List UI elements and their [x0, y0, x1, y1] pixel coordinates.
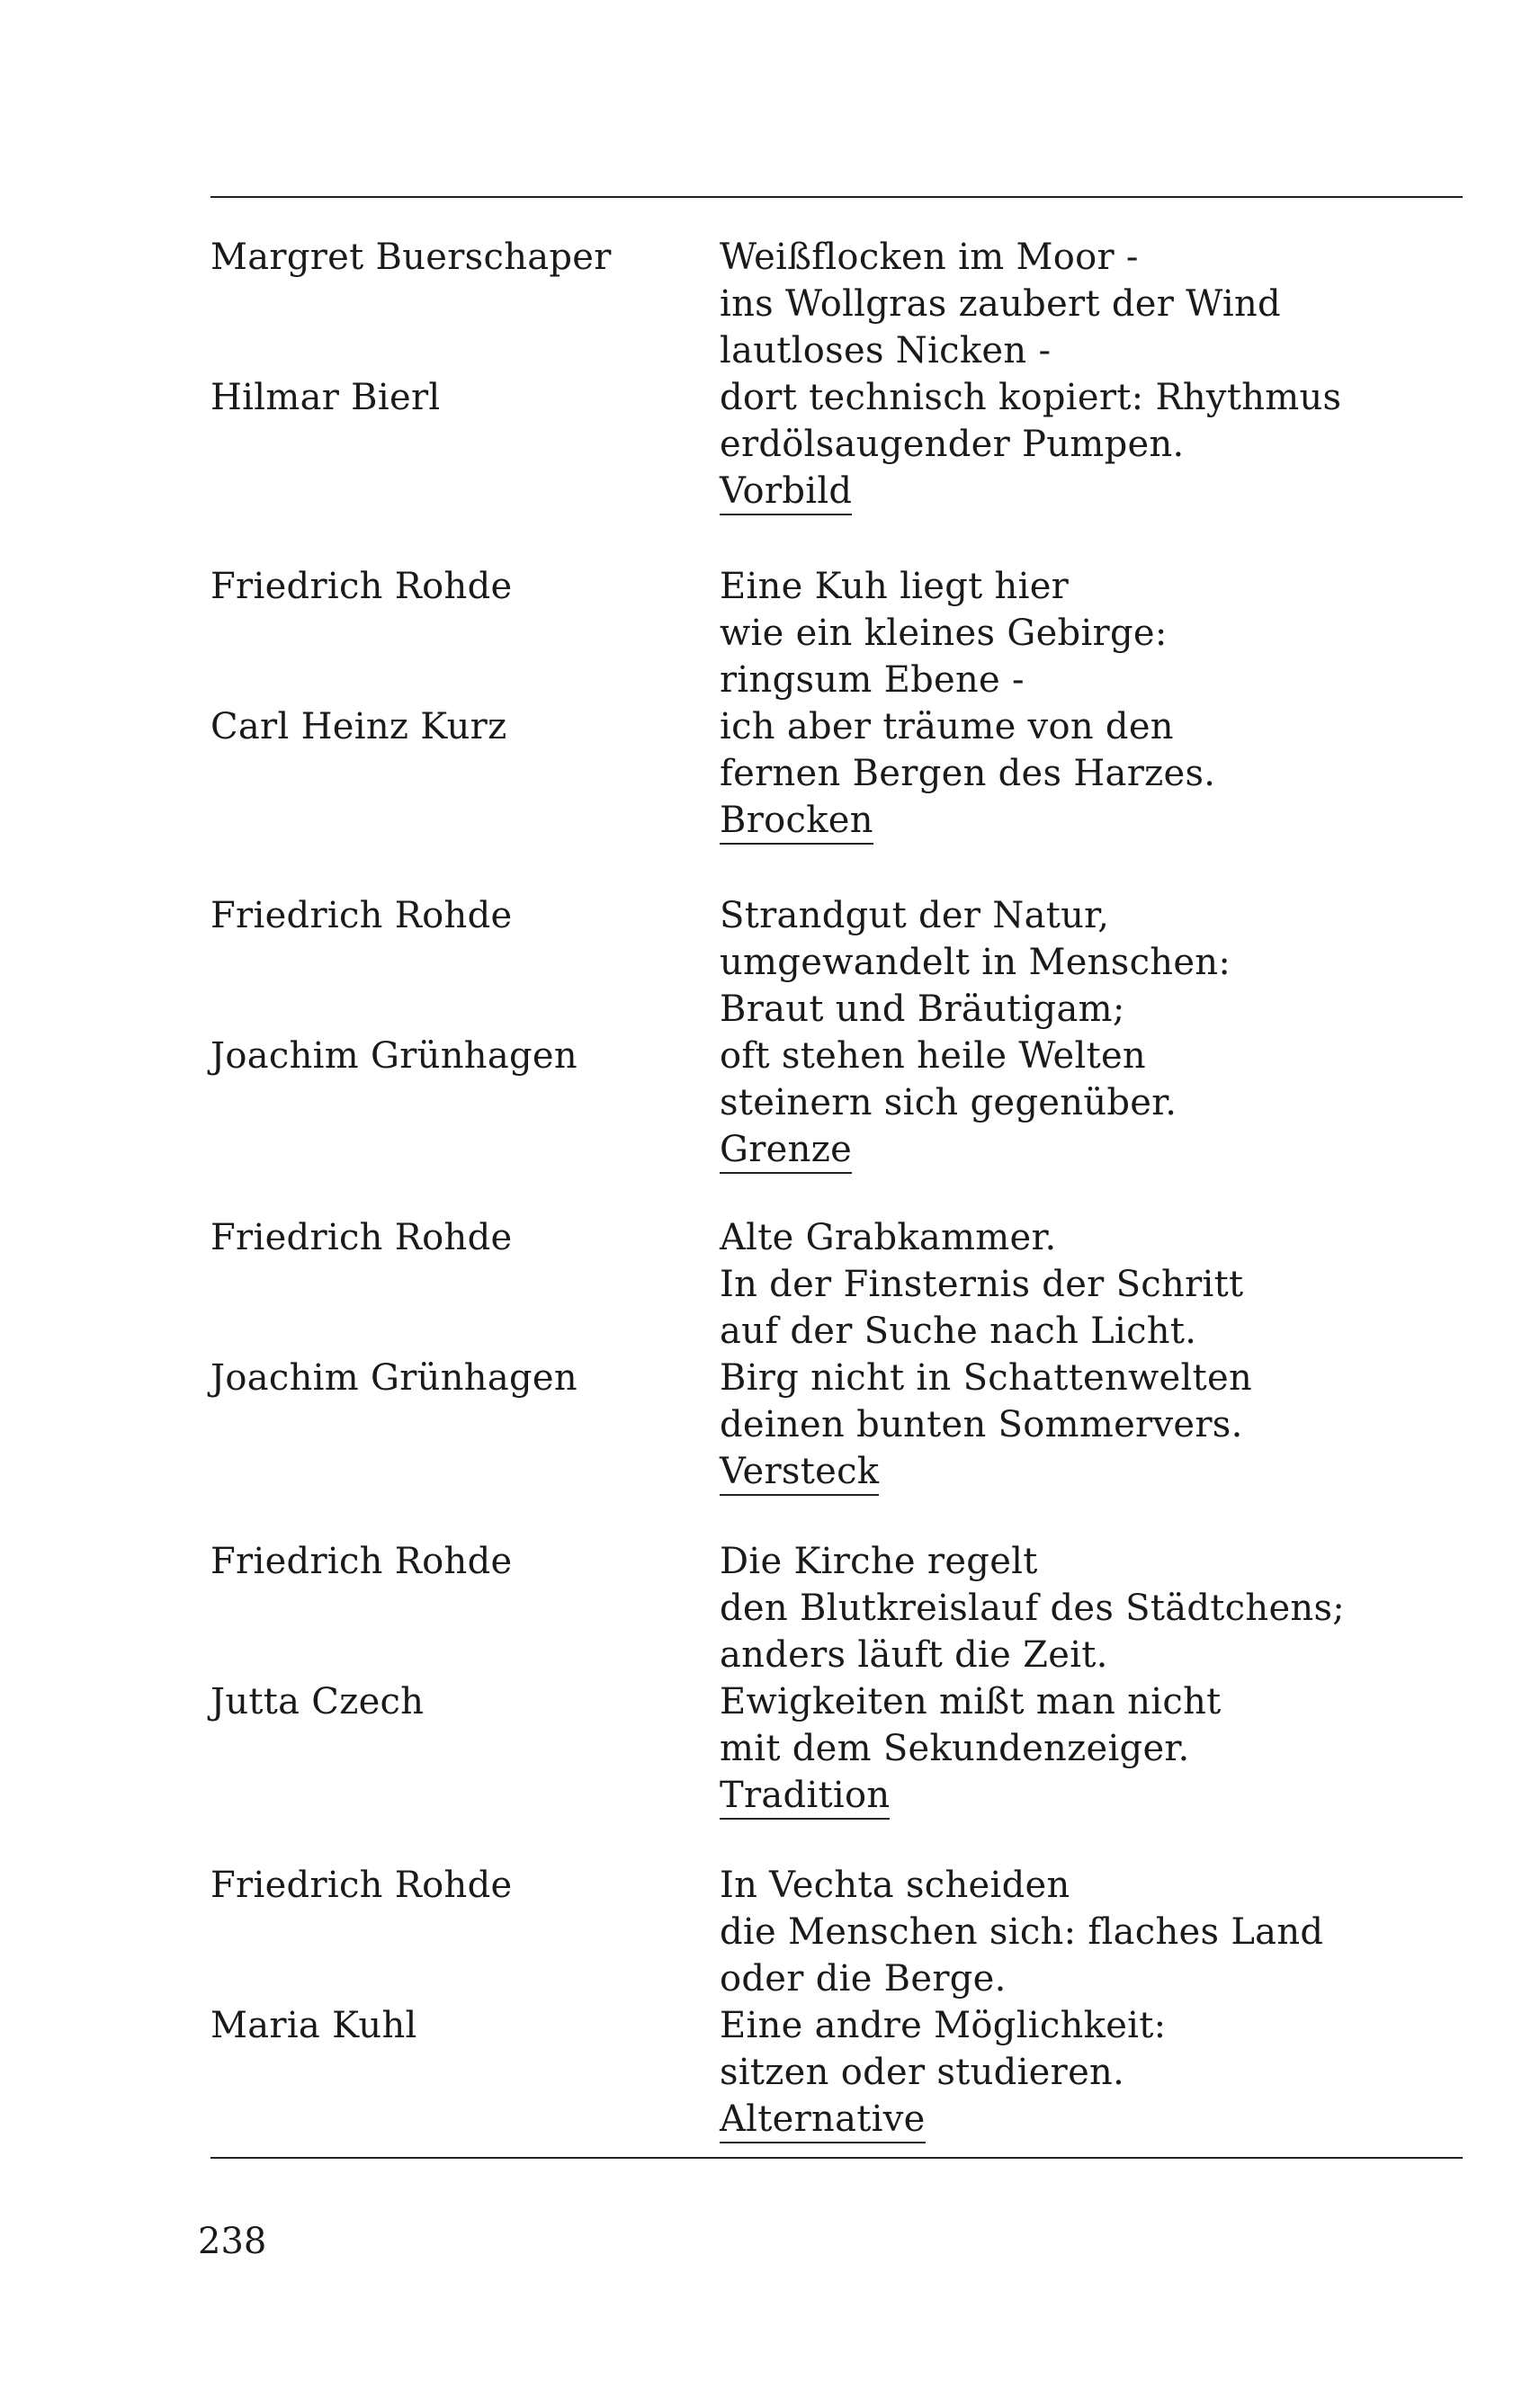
verse-line: deinen bunten Sommervers.: [720, 1404, 1243, 1445]
verse-line: oder die Berge.: [720, 1958, 1007, 2000]
poem-verse: [720, 1214, 1252, 1496]
author-second: Maria Kuhl: [210, 2005, 417, 2046]
author-first: Margret Buerschaper: [210, 237, 612, 278]
author-second: Hilmar Bierl: [210, 377, 441, 418]
verse-line: den Blutkreislauf des Städtchens;: [720, 1588, 1346, 1629]
author-first: Friedrich Rohde: [210, 1217, 513, 1258]
verse-line: Alte Grabkammer.: [720, 1217, 1057, 1258]
author-first: Friedrich Rohde: [210, 1541, 513, 1582]
verse-line: Strandgut der Natur,: [720, 895, 1110, 936]
author-second: Joachim Grünhagen: [210, 1035, 578, 1077]
poem-verse: [720, 234, 1341, 515]
verse-line: anders läuft die Zeit.: [720, 1634, 1108, 1676]
verse-line: lautloses Nicken -: [720, 330, 1052, 371]
verse-line: Weißflocken im Moor -: [720, 237, 1139, 278]
page-number: 238: [198, 2221, 267, 2262]
verse-line: ins Wollgras zaubert der Wind: [720, 283, 1281, 325]
verse-line: Birg nicht in Schattenwelten: [720, 1357, 1253, 1399]
verse-line: fernen Bergen des Harzes.: [720, 753, 1216, 794]
author-first: Friedrich Rohde: [210, 566, 513, 607]
verse-line: In Vechta scheiden: [720, 1865, 1070, 1906]
verse-line: steinern sich gegenüber.: [720, 1082, 1177, 1123]
author-first: Friedrich Rohde: [210, 1865, 513, 1906]
author-second: Jutta Czech: [210, 1681, 425, 1722]
poem-title: Tradition: [720, 1773, 890, 1820]
verse-line: oft stehen heile Welten: [720, 1035, 1146, 1077]
author-second: Carl Heinz Kurz: [210, 706, 507, 747]
verse-line: Eine andre Möglichkeit:: [720, 2005, 1167, 2046]
verse-line: In der Finsternis der Schritt: [720, 1264, 1244, 1305]
poem-verse: [720, 563, 1215, 845]
verse-line: dort technisch kopiert: Rhythmus: [720, 377, 1342, 418]
verse-line: Eine Kuh liegt hier: [720, 566, 1070, 607]
poem-verse: [720, 1862, 1323, 2143]
verse-line: wie ein kleines Gebirge:: [720, 613, 1168, 654]
bottom-rule: [210, 2157, 1463, 2159]
verse-line: auf der Suche nach Licht.: [720, 1311, 1197, 1352]
verse-line: sitzen oder studieren.: [720, 2052, 1125, 2093]
poem-title: Vorbild: [720, 469, 852, 515]
verse-line: ich aber träume von den: [720, 706, 1174, 747]
verse-line: Die Kirche regelt: [720, 1541, 1038, 1582]
top-rule: [210, 196, 1463, 198]
poem-verse: [720, 1538, 1345, 1820]
verse-line: ringsum Ebene -: [720, 659, 1025, 701]
poem-title: Grenze: [720, 1127, 852, 1174]
poem-title: Versteck: [720, 1449, 879, 1496]
verse-line: mit dem Sekundenzeiger.: [720, 1728, 1190, 1769]
verse-line: umgewandelt in Menschen:: [720, 942, 1231, 983]
verse-line: Ewigkeiten mißt man nicht: [720, 1681, 1222, 1722]
author-second: Joachim Grünhagen: [210, 1357, 578, 1399]
verse-line: die Menschen sich: flaches Land: [720, 1911, 1324, 1953]
verse-line: erdölsaugender Pumpen.: [720, 424, 1185, 465]
verse-line: Braut und Bräutigam;: [720, 989, 1125, 1030]
poem-verse: [720, 892, 1231, 1174]
author-first: Friedrich Rohde: [210, 895, 513, 936]
poem-title: Brocken: [720, 798, 873, 845]
poem-title: Alternative: [720, 2097, 926, 2143]
